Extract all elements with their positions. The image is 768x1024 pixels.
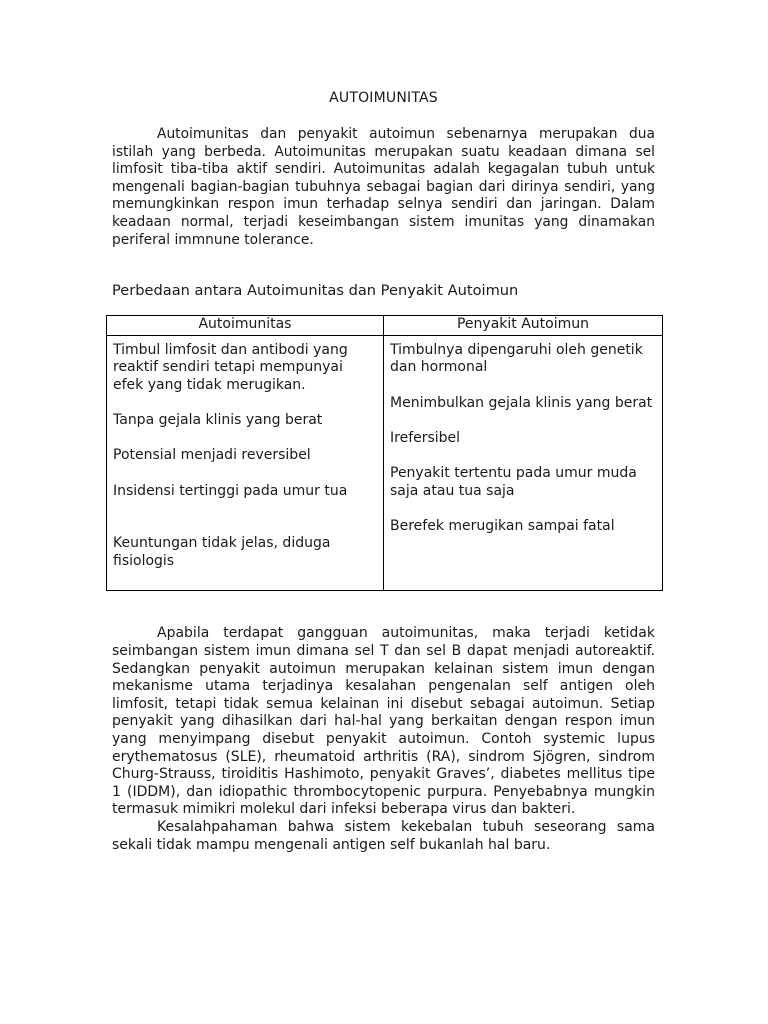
closing-paragraph: Kesalahpahaman bahwa sistem kekebalan tubuh seseorang sama sekali tidak mampu mengenali antigen self bukanlah hal baru. [112,819,655,853]
list-item: Timbul limfosit dan antibodi yang reaktif sendiri tetapi mempunyai efek yang tidak merugikan. [113,341,348,393]
body-paragraph: Apabila terdapat gangguan autoimunitas, maka terjadi ketidak seimbangan sistem imun dimana sel T dan sel B dapat menjadi autoreaktif. Sedangkan penyakit autoimun merupakan kelainan sistem imun dengan mekanisme utama terjadinya kesalahan pengenalan self antigen oleh limfosit, tetapi tidak semua kelainan ini disebut sebagai autoimun. Setiap penyakit yang dihasilkan dari hal-hal yang berkaitan dengan respon imun yang menyimpang disebut penyakit autoimun. Contoh systemic lupus erythematosus (SLE), rheumatoid arthritis (RA), sindrom Sjögren, sindrom Churg-Strauss, tiroiditis Hashimoto, penyakit Graves’, diabetes mellitus tipe 1 (IDDM), dan idiopathic thrombocytopenic purpura. Penyebabnya mungkin termasuk mimikri molekul dari infeksi beberapa virus dan bakteri. [112,625,655,818]
table-row [107,335,663,591]
list-item: Irefersibel [390,429,461,446]
autoimunitas-column [107,335,384,591]
document-page [112,88,655,854]
list-item: Potensial menjadi reversibel [113,447,311,464]
list-item: Penyakit tertentu pada umur muda saja atau tua saja [390,464,637,499]
list-item: Timbulnya dipengaruhi oleh genetik dan hormonal [390,341,643,376]
list-item: Keuntungan tidak jelas, diduga fisiologis [113,535,331,569]
list-item: Menimbulkan gejala klinis yang berat [390,394,653,411]
list-item: Tanpa gejala klinis yang berat [113,412,323,429]
header-penyakit-autoimun: Penyakit Autoimun [384,316,663,336]
table-header-row [107,316,663,336]
section-heading: Perbedaan antara Autoimunitas dan Penyakit Autoimun [112,282,519,300]
list-item: Berefek merugikan sampai fatal [390,517,615,534]
list-item: Insidensi tertinggi pada umur tua [113,482,348,499]
document-title: AUTOIMUNITAS [329,90,438,106]
header-autoimunitas: Autoimunitas [107,316,384,336]
intro-paragraph: Autoimunitas dan penyakit autoimun sebenarnya merupakan dua istilah yang berbeda. Autoimunitas merupakan suatu keadaan dimana sel limfosit tiba-tiba aktif sendiri. Autoimunitas adalah kegagalan tubuh untuk mengenali bagian-bagian tubuhnya sebagai bagian dari dirinya sendiri, yang memungkinkan respon imun terhadap selnya sendiri dan jaringan. Dalam keadaan normal, terjadi keseimbangan sistem imunitas yang dinamakan periferal immnune tolerance. [112,126,655,248]
comparison-table [106,315,663,591]
penyakit-autoimun-column [384,335,663,591]
